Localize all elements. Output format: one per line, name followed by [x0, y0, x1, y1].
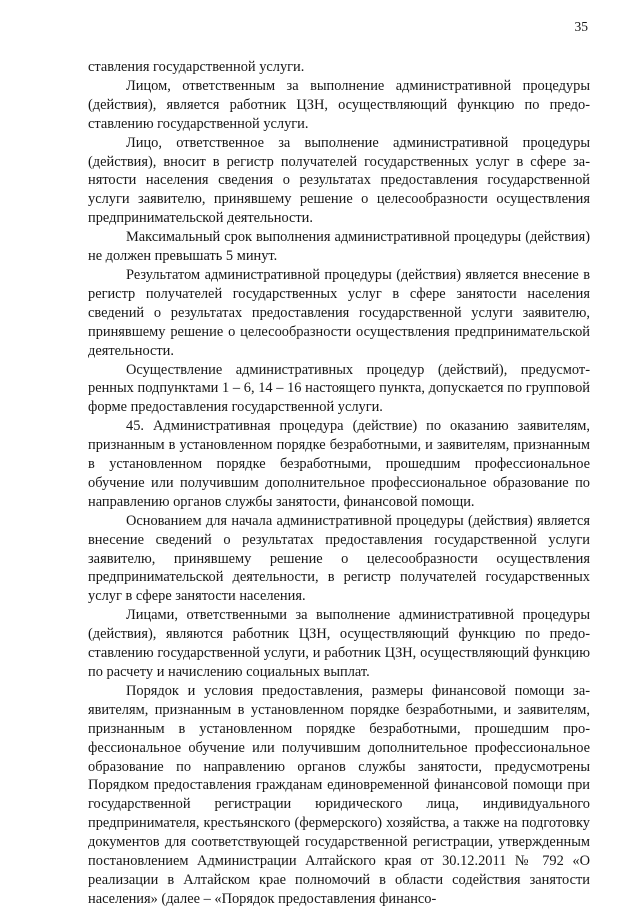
paragraph-10: Порядок и условия предоставления, размеры финансовой помощи заявителям, признанным в установленном порядке безработными, и заявителям, признанным в установленном порядке безработными, прошедшим профессиональное обучение или получившим дополнительное профессиональное образование по направлению органов службы занятости, предусмотрены Порядком предоставления гражданам единовременной финансовой помощи при государственной регистрации юридического лица, индивидуального предпринимателя, крестьянского (фермерского) хозяйства, а также на подготовку документов для соответствующей государственной регистрации, утвержденным постановлением Администрации Алтайского края от 30.12.2011 № 792 «О реализации в Алтайском крае полномочий в области содействия занятости населения» (далее – «Порядок предоставления финансо-: [88, 682, 590, 907]
paragraph-8: Основанием для начала административной процедуры (действия) является внесение сведений о результатах предоставления государственной услуги заявителю, принявшему решение о целесообразности осуществления предпринимательской деятельности, в регистр получателей государственных услуг в сфере занятости населения.: [88, 512, 590, 605]
paragraph-9: Лицами, ответственными за выполнение административной процедуры (действия), являются работник ЦЗН, осуществляющий функцию по предоставлению государственной услуги, и работник ЦЗН, осуществляющий функцию по расчету и начислению социальных выплат.: [88, 607, 590, 680]
page-number: 35: [574, 19, 588, 34]
paragraph-4: Максимальный срок выполнения административной процедуры (действия) не должен превышать 5 минут.: [88, 229, 590, 265]
paragraph-2: Лицом, ответственным за выполнение административной процедуры (действия), является работник ЦЗН, осуществляющий функцию по предоставлению государственной услуги.: [88, 77, 590, 132]
document-body: [88, 58, 590, 909]
paragraph-3: Лицо, ответственное за выполнение административной процедуры (действия), вносит в регистр получателей государственных услуг в сфере занятости населения сведения о результатах предоставления государственной услуги заявителю, принявшему решение о целесообразности осуществления предпринимательской деятельности.: [88, 134, 590, 227]
paragraph-6: Осуществление административных процедур (действий), предусмотренных подпунктами 1 – 6, 14 – 16 настоящего пункта, допускается по групповой форме предоставления государственной услуги.: [88, 361, 590, 416]
paragraph-1: ставления государственной услуги.: [88, 59, 305, 75]
paragraph-7: 45. Административная процедура (действие) по оказанию заявителям, признанным в установленном порядке безработными, и заявителям, признанным в установленном порядке безработными, прошедшим профессиональное обучение или получившим дополнительное профессиональное образование по направлению органов службы занятости, финансовой помощи.: [88, 418, 590, 510]
paragraph-5: Результатом административной процедуры (действия) является внесение в регистр получателей государственных услуг в сфере занятости населения сведений о результатах предоставления государственной услуги заявителю, принявшему решение о целесообразности осуществления предпринимательской деятельности.: [88, 266, 590, 359]
